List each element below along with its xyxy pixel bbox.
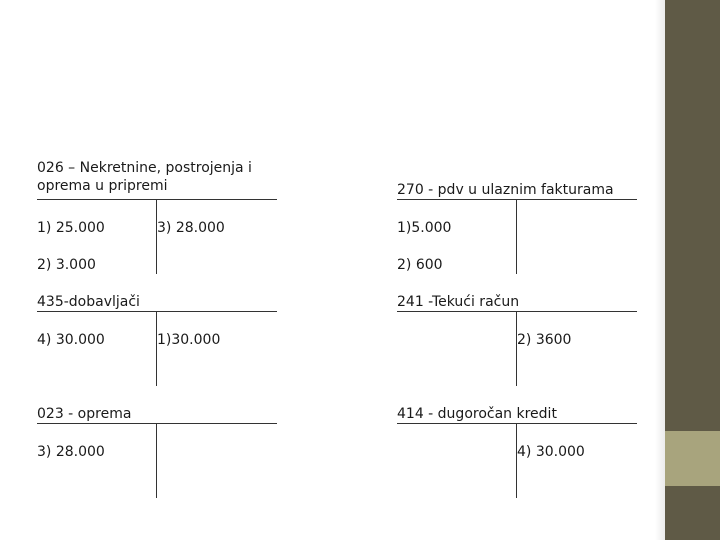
t-account-435-header-line: [37, 311, 277, 312]
decorative-accent-block: [665, 431, 720, 486]
account-title: 414 - dugoročan kredit: [397, 406, 557, 422]
account-title-line1: 026 – Nekretnine, postrojenja i: [37, 160, 252, 176]
account-title-line2: oprema u pripremi: [37, 178, 168, 194]
debit-entry: 3) 28.000: [37, 444, 105, 460]
t-account-026: [37, 159, 252, 195]
t-account-023-divider: [156, 423, 157, 498]
debit-entry: 4) 30.000: [37, 332, 105, 348]
account-title: 023 - oprema: [37, 406, 132, 422]
t-account-026-header-line: [37, 199, 277, 200]
debit-entry: 1) 25.000: [37, 220, 105, 236]
credit-entry: 4) 30.000: [517, 444, 585, 460]
credit-entry: 2) 3600: [517, 332, 572, 348]
t-account-270-header-line: [397, 199, 637, 200]
t-account-241-header-line: [397, 311, 637, 312]
account-title: 270 - pdv u ulaznim fakturama: [397, 182, 614, 198]
account-title: 241 -Tekući račun: [397, 294, 520, 310]
t-account-270-divider: [516, 199, 517, 274]
credit-entry: 1)30.000: [157, 332, 221, 348]
debit-entry: 1)5.000: [397, 220, 452, 236]
debit-entry: 2) 600: [397, 257, 443, 273]
t-account-414-header-line: [397, 423, 637, 424]
debit-entry: 2) 3.000: [37, 257, 96, 273]
account-title: 435-dobavljači: [37, 294, 140, 310]
t-account-023-header-line: [37, 423, 277, 424]
edge-shadow: [655, 0, 665, 540]
credit-entry: 3) 28.000: [157, 220, 225, 236]
